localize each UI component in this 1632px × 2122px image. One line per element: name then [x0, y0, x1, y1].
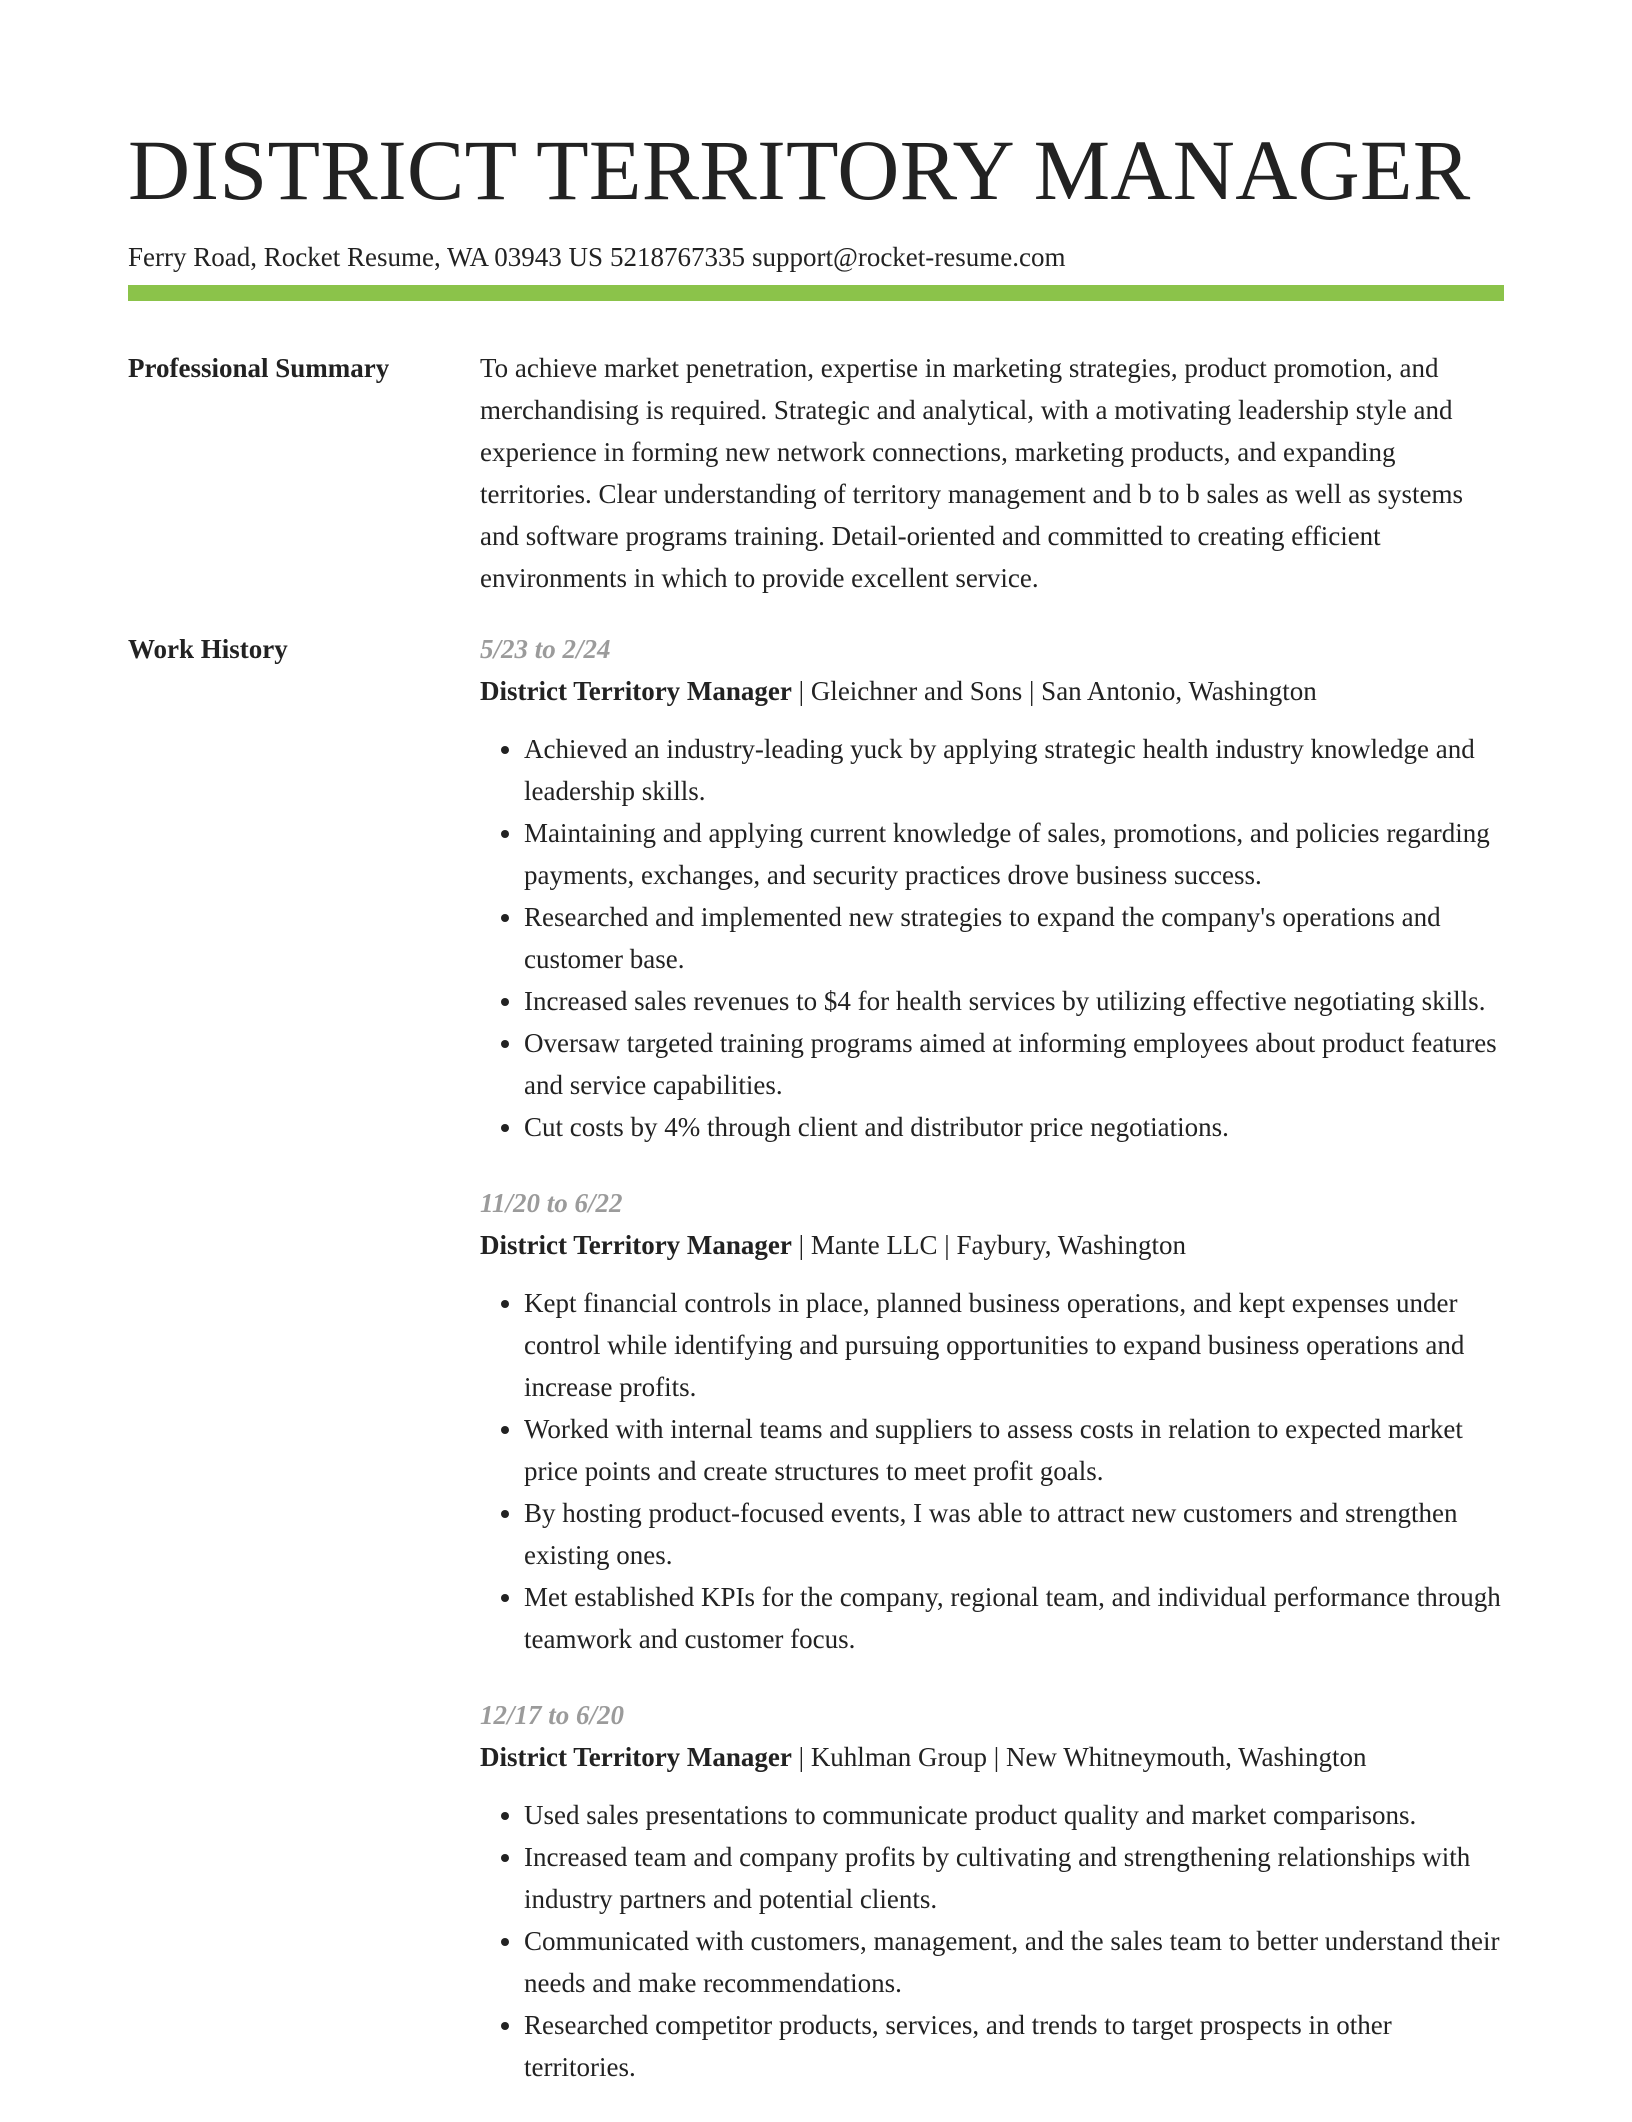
job-dates: 5/23 to 2/24 — [480, 634, 611, 664]
job-company: Gleichner and Sons — [810, 676, 1023, 706]
job-title: District Territory Manager — [480, 1230, 792, 1260]
job-bullet: • Increased sales revenues to $4 for health services by utilizing effective negotiating skills. — [524, 980, 1504, 1022]
job-bullets — [480, 728, 1504, 1148]
job-heading: District Territory Manager | Kuhlman Group | New Whitneymouth, Washington — [480, 1742, 1367, 1772]
job-bullet: • Maintaining and applying current knowledge of sales, promotions, and policies regarding payments, exchanges, and security practices drove business success. — [524, 812, 1504, 896]
job-heading: District Territory Manager | Gleichner and Sons | San Antonio, Washington — [480, 676, 1317, 706]
job-bullet: • Achieved an industry-leading yuck by applying strategic health industry knowledge and leadership skills. — [524, 728, 1504, 812]
job-location: Faybury, Washington — [956, 1230, 1187, 1260]
job-title: District Territory Manager — [480, 676, 792, 706]
contact-phone: 5218767335 — [609, 242, 745, 272]
job-location: San Antonio, Washington — [1041, 676, 1317, 706]
job-heading: District Territory Manager | Mante LLC | Faybury, Washington — [480, 1230, 1187, 1260]
contact-email: support@rocket-resume.com — [751, 242, 1066, 272]
contact-line — [128, 240, 1504, 274]
job-bullet: • By hosting product-focused events, I was able to attract new customers and strengthen existing ones. — [524, 1492, 1504, 1576]
job-bullet: • Kept financial controls in place, planned business operations, and kept expenses under control while identifying and pursuing opportunities to expand business operations and increase profits. — [524, 1282, 1504, 1408]
job-title: District Territory Manager — [480, 1742, 792, 1772]
contact-address: Ferry Road, Rocket Resume, WA 03943 US — [128, 242, 603, 272]
job-entry — [480, 628, 1504, 1148]
resume-header — [128, 118, 1504, 274]
job-company: Kuhlman Group — [810, 1742, 988, 1772]
job-location: New Whitneymouth, Washington — [1005, 1742, 1367, 1772]
job-bullet: • Cut costs by 4% through client and distributor price negotiations. — [524, 1106, 1504, 1148]
job-bullet: • Worked with internal teams and suppliers to assess costs in relation to expected market price points and create structures to meet profit goals. — [524, 1408, 1504, 1492]
summary-body — [480, 347, 1504, 599]
job-bullet: • Oversaw targeted training programs aimed at informing employees about product features and service capabilities. — [524, 1022, 1504, 1106]
job-bullets — [480, 1282, 1504, 1660]
accent-divider — [128, 285, 1504, 301]
job-entry — [480, 1694, 1504, 2088]
job-bullet: • Increased team and company profits by cultivating and strengthening relationships with industry partners and potential clients. — [524, 1836, 1504, 1920]
job-company: Mante LLC — [810, 1230, 938, 1260]
candidate-name: DISTRICT TERRITORY MANAGER — [128, 122, 1471, 218]
section-title-summary: Professional Summary — [128, 353, 390, 383]
job-bullets — [480, 1794, 1504, 2088]
job-bullet: • Researched competitor products, services, and trends to target prospects in other territories. — [524, 2004, 1504, 2088]
job-bullet: • Researched and implemented new strategies to expand the company's operations and customer base. — [524, 896, 1504, 980]
work-history-body — [480, 628, 1504, 2122]
job-bullet: • Communicated with customers, management, and the sales team to better understand their needs and make recommendations. — [524, 1920, 1504, 2004]
section-title-work-history: Work History — [128, 634, 288, 664]
job-bullet: • Met established KPIs for the company, regional team, and individual performance through teamwork and customer focus. — [524, 1576, 1504, 1660]
job-bullet: • Used sales presentations to communicate product quality and market comparisons. — [524, 1794, 1504, 1836]
summary-text: To achieve market penetration, expertise in marketing strategies, product promotion, and merchandising is required. Strategic and analytical, with a motivating leadership style and experience in forming new network connections, marketing products, and expanding territories. Clear understanding of territory management and b to b sales as well as systems and software programs training. Detail-oriented and committed to creating efficient environments in which to provide excellent service. — [480, 353, 1463, 593]
job-dates: 12/17 to 6/20 — [480, 1700, 625, 1730]
job-entry — [480, 1182, 1504, 1660]
job-dates: 11/20 to 6/22 — [480, 1188, 623, 1218]
